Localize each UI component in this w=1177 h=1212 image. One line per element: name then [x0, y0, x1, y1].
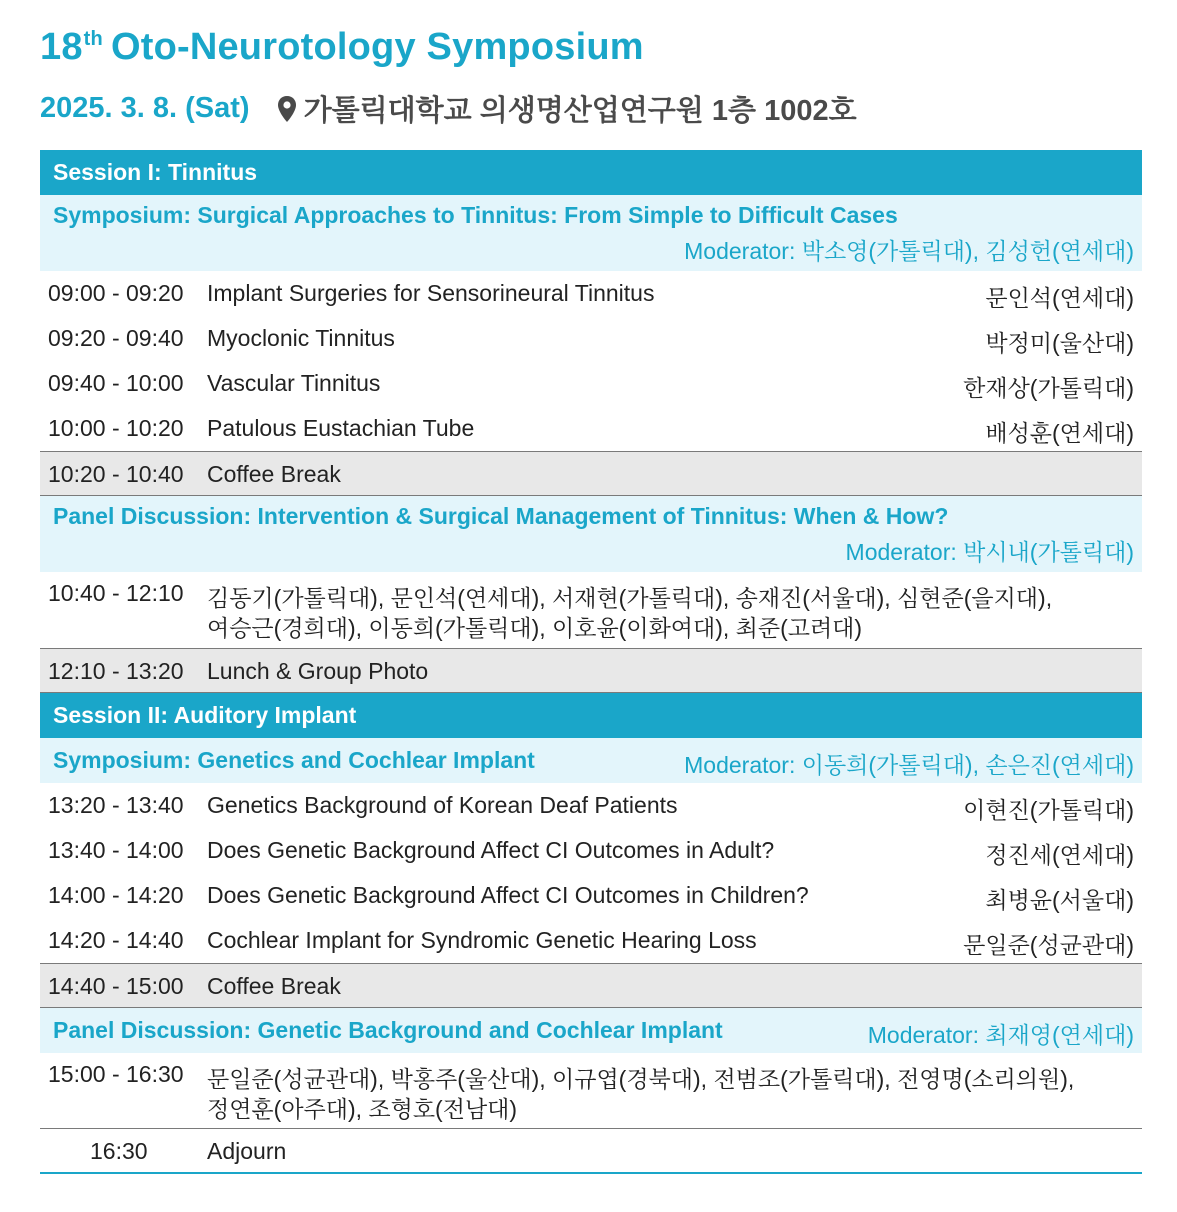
panel-moderator: Moderator: 박시내(가톨릭대) [845, 539, 1134, 565]
panel-title: Panel Discussion: Intervention & Surgical Management of Tinnitus: When & How? [53, 503, 949, 529]
row-title: Myoclonic Tinnitus [207, 325, 395, 351]
event-venue: 가톨릭대학교 의생명산업연구원 1층 1002호 [303, 95, 857, 127]
program-row [40, 271, 1142, 316]
row-title: Lunch & Group Photo [207, 658, 429, 684]
row-speaker: 정진세(연세대) [985, 842, 1134, 868]
program-table [40, 150, 1142, 1174]
program-row [40, 361, 1142, 406]
row-speaker: 이현진(가톨릭대) [963, 797, 1134, 823]
row-title: Does Genetic Background Affect CI Outcomes in Children? [207, 882, 809, 908]
row-title: Does Genetic Background Affect CI Outcomes in Adult? [207, 837, 775, 863]
location-pin-icon [276, 95, 298, 123]
event-date: 2025. 3. 8. (Sat) [40, 92, 250, 124]
adjourn-row [40, 1128, 1142, 1174]
panel-moderator: Moderator: 최재영(연세대) [867, 1022, 1134, 1048]
lunch-row [40, 648, 1142, 693]
row-speaker: 최병윤(서울대) [985, 887, 1134, 913]
panelists-line-1: 문일준(성균관대), 박홍주(울산대), 이규엽(경북대), 전범조(가톨릭대), 전영명(소리의원), [207, 1066, 1075, 1092]
symposium-moderator: Moderator: 박소영(가톨릭대), 김성헌(연세대) [684, 238, 1134, 264]
coffee-break-row [40, 451, 1142, 496]
panelists-line-2: 정연훈(아주대), 조형호(전남대) [207, 1096, 518, 1122]
program-row [40, 783, 1142, 828]
session-1-header: Session I: Tinnitus [40, 150, 1142, 195]
row-time: 12:10 - 13:20 [48, 658, 184, 684]
row-title: Implant Surgeries for Sensorineural Tinnitus [207, 280, 655, 306]
program-row [40, 873, 1142, 918]
session-2-symposium-header [40, 738, 1142, 783]
row-time: 10:00 - 10:20 [48, 415, 184, 441]
row-speaker: 한재상(가톨릭대) [963, 375, 1134, 401]
row-title: Cochlear Implant for Syndromic Genetic Hearing Loss [207, 927, 757, 953]
panel-discussion-header [40, 496, 1142, 572]
row-time: 14:00 - 14:20 [48, 882, 184, 908]
row-time: 09:00 - 09:20 [48, 280, 184, 306]
row-title: Vascular Tinnitus [207, 370, 381, 396]
program-row [40, 316, 1142, 361]
panel-discussion-header [40, 1008, 1142, 1053]
row-speaker: 문인석(연세대) [985, 285, 1134, 311]
row-title: Patulous Eustachian Tube [207, 415, 475, 441]
session-1-symposium-header [40, 195, 1142, 271]
program-row [40, 918, 1142, 963]
row-time: 09:40 - 10:00 [48, 370, 184, 396]
panel-row [40, 1053, 1142, 1128]
row-title: Adjourn [207, 1138, 287, 1164]
panelists-line-2: 여승근(경희대), 이동희(가톨릭대), 이호윤(이화여대), 최준(고려대) [207, 615, 863, 641]
row-time: 15:00 - 16:30 [48, 1061, 184, 1087]
program-row [40, 828, 1142, 873]
row-speaker: 문일준(성균관대) [963, 932, 1134, 958]
row-speaker: 박정미(울산대) [985, 330, 1134, 356]
row-title: Coffee Break [207, 973, 341, 999]
symposium-title: Symposium: Genetics and Cochlear Implant [53, 747, 535, 773]
page-title: 18th Oto-Neurotology Symposium [40, 26, 644, 68]
symposium-title: Symposium: Surgical Approaches to Tinnitus: From Simple to Difficult Cases [53, 202, 898, 228]
row-title: Genetics Background of Korean Deaf Patients [207, 792, 678, 818]
symposium-moderator: Moderator: 이동희(가톨릭대), 손은진(연세대) [684, 752, 1134, 778]
row-time: 16:30 [90, 1138, 148, 1164]
session-2-header: Session II: Auditory Implant [40, 693, 1142, 738]
program-row [40, 406, 1142, 451]
row-speaker: 배성훈(연세대) [985, 420, 1134, 446]
row-time: 13:20 - 13:40 [48, 792, 184, 818]
row-time: 09:20 - 09:40 [48, 325, 184, 351]
row-time: 10:40 - 12:10 [48, 580, 184, 606]
date-venue-line [40, 88, 857, 129]
coffee-break-row [40, 963, 1142, 1008]
row-time: 14:40 - 15:00 [48, 973, 184, 999]
panelists-line-1: 김동기(가톨릭대), 문인석(연세대), 서재현(가톨릭대), 송재진(서울대), 심현준(을지대), [207, 585, 1053, 611]
panel-row [40, 572, 1142, 648]
row-time: 13:40 - 14:00 [48, 837, 184, 863]
row-time: 10:20 - 10:40 [48, 461, 184, 487]
row-title: Coffee Break [207, 461, 341, 487]
row-time: 14:20 - 14:40 [48, 927, 184, 953]
panel-title: Panel Discussion: Genetic Background and Cochlear Implant [53, 1017, 723, 1043]
